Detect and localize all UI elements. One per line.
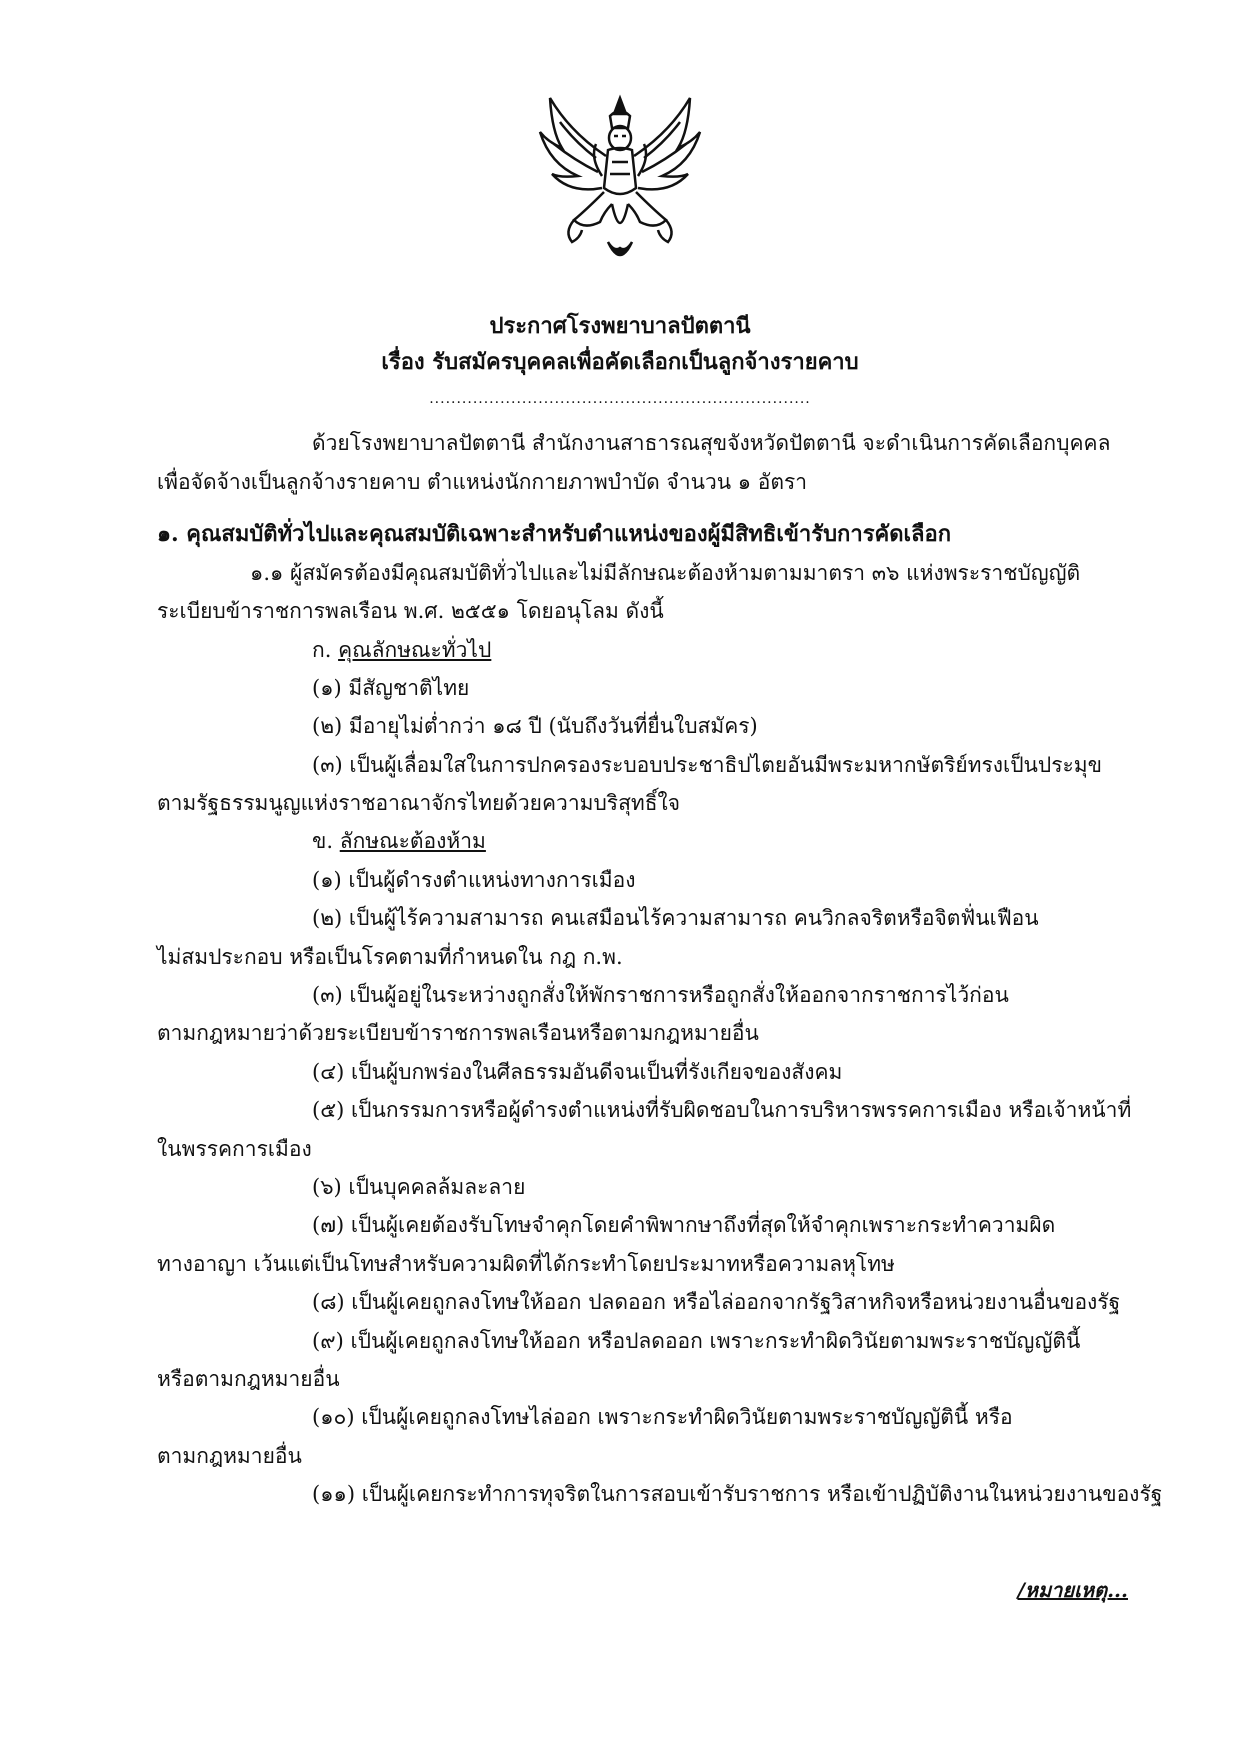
list-item: (๕) เป็นกรรมการหรือผู้ดำรงตำแหน่งที่รับผิดชอบในการบริหารพรรคการเมือง หรือเจ้าหน้าที่ (312, 1098, 1132, 1122)
intro-line: ด้วยโรงพยาบาลปัตตานี สำนักงานสาธารณสุขจังหวัดปัตตานี จะดำเนินการคัดเลือกบุคคล (312, 431, 1111, 455)
list-item-continuation: ตามกฎหมายว่าด้วยระเบียบข้าราชการพลเรือนหรือตามกฎหมายอื่น (157, 1021, 759, 1045)
garuda-emblem-icon (530, 92, 710, 272)
subsection-title: ลักษณะต้องห้าม (339, 829, 486, 853)
list-item-continuation: หรือตามกฎหมายอื่น (157, 1367, 340, 1391)
list-item-continuation: ในพรรคการเมือง (157, 1137, 312, 1161)
list-item: (๑) เป็นผู้ดำรงตำแหน่งทางการเมือง (312, 868, 636, 892)
continuation-marker: /หมายเหตุ... (1017, 1578, 1128, 1602)
section-paragraph: ระเบียบข้าราชการพลเรือน พ.ศ. ๒๕๕๑ โดยอนุโลม ดังนี้ (157, 599, 664, 623)
list-item: (๒) เป็นผู้ไร้ความสามารถ คนเสมือนไร้ความสามารถ คนวิกลจริตหรือจิตฟั่นเฟือน (312, 906, 1039, 930)
list-item-continuation: ทางอาญา เว้นแต่เป็นโทษสำหรับความผิดที่ได้กระทำโดยประมาทหรือความลหุโทษ (157, 1252, 895, 1276)
list-item: (๑) มีสัญชาติไทย (312, 676, 470, 700)
list-item: (๓) เป็นผู้อยู่ในระหว่างถูกสั่งให้พักราชการหรือถูกสั่งให้ออกจากราชการไว้ก่อน (312, 983, 1009, 1007)
subsection-prefix: ก. (312, 638, 339, 662)
section-paragraph: ๑.๑ ผู้สมัครต้องมีคุณสมบัติทั่วไปและไม่มีลักษณะต้องห้ามตามมาตรา ๓๖ แห่งพระราชบัญญัติ (250, 561, 1081, 585)
list-item-continuation: ตามกฎหมายอื่น (157, 1444, 302, 1468)
list-item: (๙) เป็นผู้เคยถูกลงโทษให้ออก หรือปลดออก เพราะกระทำผิดวินัยตามพระราชบัญญัตินี้ (312, 1329, 1081, 1353)
subsection-title: คุณลักษณะทั่วไป (338, 638, 492, 662)
list-item-continuation: ไม่สมประกอบ หรือเป็นโรคตามที่กำหนดใน กฎ ก.พ. (157, 945, 623, 969)
header-separator: ...................................................................... (429, 391, 811, 407)
list-item-continuation: ตามรัฐธรรมนูญแห่งราชอาณาจักรไทยด้วยความบริสุทธิ์ใจ (157, 791, 681, 815)
subsection-heading (312, 826, 486, 856)
list-item: (๔) เป็นผู้บกพร่องในศีลธรรมอันดีจนเป็นที่รังเกียจของสังคม (312, 1060, 843, 1084)
intro-line: เพื่อจัดจ้างเป็นลูกจ้างรายคาบ ตำแหน่งนักกายภาพบำบัด จำนวน ๑ อัตรา (157, 470, 808, 494)
list-item: (๒) มีอายุไม่ต่ำกว่า ๑๘ ปี (นับถึงวันที่ยื่นใบสมัคร) (312, 714, 758, 738)
announcement-subject: เรื่อง รับสมัครบุคคลเพื่อคัดเลือกเป็นลูกจ้างรายคาบ (381, 349, 859, 375)
list-item: (๑๑) เป็นผู้เคยกระทำการทุจริตในการสอบเข้ารับราชการ หรือเข้าปฏิบัติงานในหน่วยงานของรัฐ (312, 1482, 1163, 1506)
list-item: (๗) เป็นผู้เคยต้องรับโทษจำคุกโดยคำพิพากษาถึงที่สุดให้จำคุกเพราะกระทำความผิด (312, 1213, 1056, 1237)
subsection-prefix: ข. (312, 829, 340, 853)
section-heading: ๑. คุณสมบัติทั่วไปและคุณสมบัติเฉพาะสำหรับตำแหน่งของผู้มีสิทธิเข้ารับการคัดเลือก (157, 521, 952, 547)
announcement-title: ประกาศโรงพยาบาลปัตตานี (489, 313, 751, 339)
list-item: (๓) เป็นผู้เลื่อมใสในการปกครองระบอบประชาธิปไตยอันมีพระมหากษัตริย์ทรงเป็นประมุข (312, 753, 1103, 777)
list-item: (๖) เป็นบุคคลล้มละลาย (312, 1175, 526, 1199)
subsection-heading (312, 635, 491, 665)
list-item: (๑๐) เป็นผู้เคยถูกลงโทษไล่ออก เพราะกระทำผิดวินัยตามพระราชบัญญัตินี้ หรือ (312, 1405, 1013, 1429)
list-item: (๘) เป็นผู้เคยถูกลงโทษให้ออก ปลดออก หรือไล่ออกจากรัฐวิสาหกิจหรือหน่วยงานอื่นของรัฐ (312, 1290, 1121, 1314)
